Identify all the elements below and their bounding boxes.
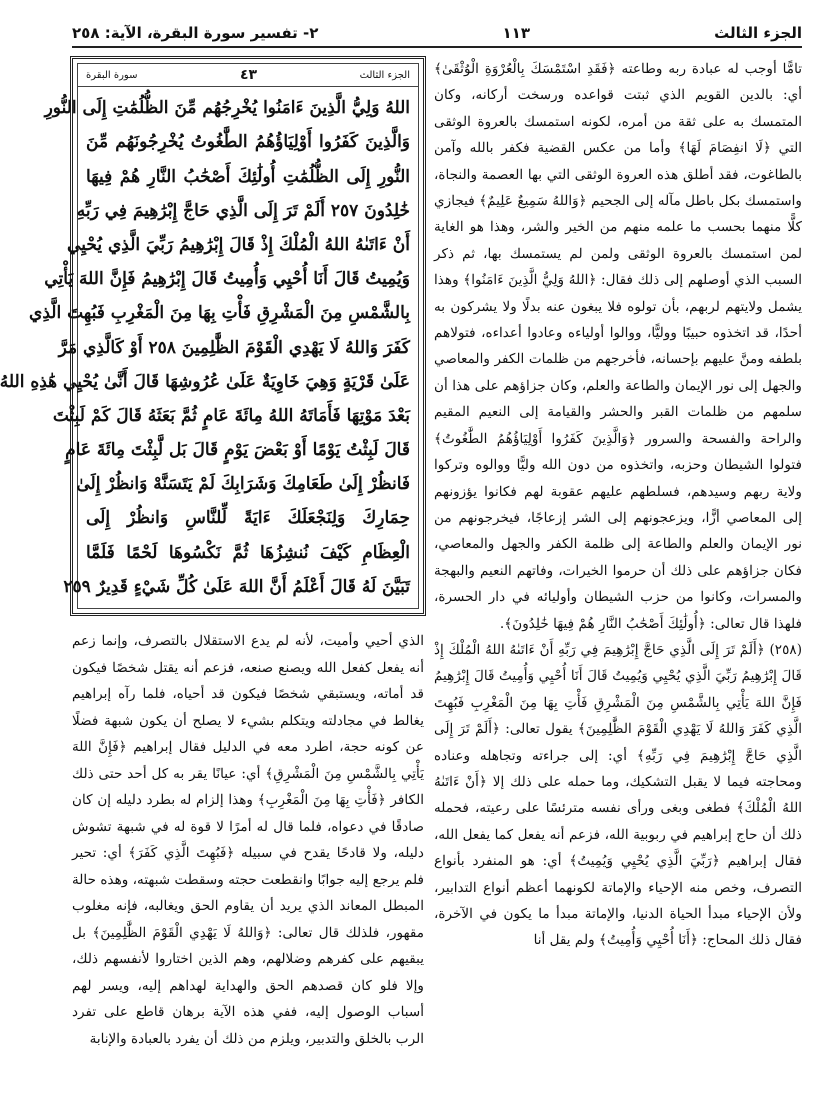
page-header [72,20,802,48]
quran-line: النُّورِ إِلَى الظُّلُمَٰتِ أُولَٰئِكَ أَصْحَٰبُ النَّارِ هُمْ فِيهَا [86,166,410,187]
mushaf-juz-label: الجزء الثالث [359,69,410,81]
quran-line: اللهُ وَلِيُّ الَّذِينَ ءَامَنُوا يُخْرِجُهُم مِّنَ الظُّلُمَٰتِ إِلَى النُّورِ [44,98,410,119]
juz-title: الجزء الثالث [714,24,802,42]
mushaf-page-number: ٤٣ [239,67,258,84]
tafsir-paragraph: (٢٥٨) ﴿أَلَمْ تَرَ إِلَى الَّذِي حَاجَّ إِبْرَٰهِيمَ فِي رَبِّهِ أَنْ ءَاتَىٰهُ اللهُ الْمُلْكَ إِذْ قَالَ إِبْرَٰهِيمُ رَبِّيَ الَّذِي يُحْيِي وَيُمِيتُ قَالَ أَنَا أُحْيِي وَأُمِيتُ قَالَ إِبْرَٰهِيمُ فَإِنَّ اللهَ يَأْتِي بِالشَّمْسِ مِنَ الْمَشْرِقِ فَأْتِ بِهَا مِنَ الْمَغْرِبِ فَبُهِتَ الَّذِي كَفَرَ وَاللهُ لَا يَهْدِي الْقَوْمَ الظَّٰلِمِينَ﴾ يقول تعالى: ﴿أَلَمْ تَرَ إِلَى الَّذِي حَاجَّ إِبْرَٰهِيمَ فِي رَبِّهِ﴾ أي: إلى جراءته وتجاهله وعناده ومحاجته فيما لا يقبل التشكيك، وما حمله على ذلك إلا ﴿أَنْ ءَاتَىٰهُ اللهُ الْمُلْكَ﴾ فطغى وبغى ورأى نفسه مترئسًا على رعيته، فحمله ذلك أن حاج إبراهيم في ربوبية الله، فزعم أنه يفعل كما يفعل الله، فقال إبراهيم ﴿رَبِّيَ الَّذِي يُحْيِي وَيُمِيتُ﴾ أي: هو المنفرد بأنواع التصرف، وخص منه الإحياء والإماتة لكونهما أعظم أنواع التدابير، ولأن الإحياء مبدأ الحياة الدنيا، والإماتة مبدأ ما يكون في الآخرة، فقال ذلك المحاج: ﴿أَنَا أُحْيِي وَأُمِيتُ﴾ ولم يقل أنا [434,641,802,949]
tafsir-paragraph: تامًّا أوجب له عبادة ربه وطاعته ﴿فَقَدِ اسْتَمْسَكَ بِالْعُرْوَةِ الْوُثْقَىٰ﴾ أي: بالدين القويم الذي ثبتت قواعده ورسخت أركانه، وكان المتمسك به على ثقة من أمره، لكونه استمسك بالعروة الوثقى التي ﴿لَا انفِصَامَ لَهَا﴾ وأما من عكس القضية فكفر بالله وآمن بالطاغوت، فقد أطلق هذه العروة الوثقى التي بها العصمة والنجاة، واستمسك بكل باطل مآله إلى الجحيم ﴿وَاللهُ سَمِيعٌ عَلِيمٌ﴾ فيجازي كلًّا منهما بحسب ما علمه منهم من الخير والشر، وهذا هو الغاية لمن استمسك بالعروة الوثقى ولمن لم يستمسك بها، ثم ذكر السبب الذي أوصلهم إلى ذلك فقال: ﴿اللهُ وَلِيُّ الَّذِينَ ءَامَنُوا﴾ وهذا يشمل ولايتهم لربهم، بأن تولوه فلا يبغون عنه بدلًا ولا يشركون به أحدًا، قد اتخذوه حبيبًا ووليًّا، ووالوا أولياءه وعادوا أعداءه، فتولاهم بلطفه ومنَّ عليهم بإحسانه، فأخرجهم من ظلمات الكفر والمعاصي والجهل إلى نور الإيمان والطاعة والعلم، وكان جزاؤهم على هذا أن سلمهم من ظلمات القبر والحشر والقيامة إلى النعيم المقيم والراحة والفسحة والسرور ﴿وَالَّذِينَ كَفَرُوا أَوْلِيَاؤُهُمُ الطَّٰغُوتُ﴾ فتولوا الشيطان وحزبه، واتخذوه من دون الله وليًّا ووالوه وتركوا ولاية ربهم وسيدهم، فسلطهم عليهم عقوبة لهم فكانوا يؤزونهم إلى المعاصي أزًّا، ويزعجونهم إلى الشر إزعاجًا، فيخرجونهم من نور الإيمان والعلم والطاعة إلى ظلمة الكفر والجهل والمعاصي، فكان جزاؤهم على ذلك أن حرموا الخيرات، وفاتهم النعيم والبهجة والمسرات، وكانوا من حزب الشيطان وأوليائه في دار الحسرة، فلهذا قال تعالى: ﴿أُولَٰئِكَ أَصْحَٰبُ النَّارِ هُمْ فِيهَا خَٰلِدُونَ﴾. [434,61,802,632]
mushaf-inner-frame [0,63,419,609]
quran-line: وَيُمِيتُ قَالَ أَنَا أُحْيِي وَأُمِيتُ قَالَ إِبْرَٰهِيمُ فَإِنَّ اللهَ يَأْتِي [44,269,410,290]
quran-line: بِالشَّمْسِ مِنَ الْمَشْرِقِ فَأْتِ بِهَا مِنَ الْمَغْرِبِ فَبُهِتَ الَّذِي [29,303,410,324]
quran-line: فَانظُرْ إِلَىٰ طَعَامِكَ وَشَرَابِكَ لَمْ يَتَسَنَّهْ وَانظُرْ إِلَىٰ [76,474,410,495]
quran-line: الْعِظَامِ كَيْفَ نُنشِزُهَا ثُمَّ نَكْسُوهَا لَحْمًا فَلَمَّا [86,542,410,563]
mushaf-page-frame [0,56,426,616]
quran-line: وَالَّذِينَ كَفَرُوا أَوْلِيَاؤُهُمُ الطَّٰغُوتُ يُخْرِجُونَهُم مِّنَ [86,132,410,153]
tafsir-paragraph: الذي أحيي وأميت، لأنه لم يدع الاستقلال بالتصرف، وإنما زعم أنه يفعل كفعل الله ويصنع صنعه، فزعم أنه يقتل شخصًا فيكون قد أماته، ويستبقي شخصًا فيكون قد أحياه، فلما رآه إبراهيم يغالط في مجادلته ويتكلم بشيء لا يصلح أن يكون شبهة فضلًا عن كونه حجة، اطرد معه في الدليل فقال إبراهيم ﴿فَإِنَّ اللهَ يَأْتِي بِالشَّمْسِ مِنَ الْمَشْرِقِ﴾ أي: عيانًا يقر به كل أحد حتى ذلك الكافر ﴿فَأْتِ بِهَا مِنَ الْمَغْرِبِ﴾ وهذا إلزام له بطرد دليله إن كان صادقًا في دعواه، فلما قال له أمرًا لا قوة له في شبهة تشوش دليله، ولا قادحًا يقدح في سبيله ﴿فَبُهِتَ الَّذِي كَفَرَ﴾ أي: تحير فلم يرجع إليه جوابًا وانقطعت حجته وسقطت شبهته، وهذه حالة المبطل المعاند الذي يريد أن يقاوم الحق ويغالبه، فإنه مغلوب مقهور، فلذلك قال تعالى: ﴿وَاللهُ لَا يَهْدِي الْقَوْمَ الظَّٰلِمِينَ﴾ بل يبقيهم على كفرهم وضلالهم، وهم الذين اختاروا لأنفسهم ذلك، وإلا فلو كان قصدهم الحق والهداية لهداهم إليه، ويسر لهم أسباب الوصول إليه، ففي هذه الآية برهان قاطع على تفرد الرب بالخلق والتدبير، ويلزم من ذلك أن يفرد بالعبادة والإنابة [72,633,424,1047]
quran-line: خَٰلِدُونَ ٢٥٧ أَلَمْ تَرَ إِلَى الَّذِي حَاجَّ إِبْرَٰهِيمَ فِي رَبِّهِ [76,200,410,221]
quran-line: عَلَىٰ قَرْيَةٍ وَهِيَ خَاوِيَةٌ عَلَىٰ عُرُوشِهَا قَالَ أَنَّىٰ يُحْيِي هَٰذِهِ اللهُ [0,371,410,392]
quran-line: قَالَ لَبِثْتُ يَوْمًا أَوْ بَعْضَ يَوْمٍ قَالَ بَل لَّبِثْتَ مِائَةَ عَامٍ [65,440,410,461]
tafsir-column-left [72,628,424,1096]
tafsir-column-right [434,56,802,1096]
quran-line: أَنْ ءَاتَىٰهُ اللهُ الْمُلْكَ إِذْ قَالَ إِبْرَٰهِيمُ رَبِّيَ الَّذِي يُحْيِي [67,234,410,255]
quran-line: حِمَارِكَ وَلِنَجْعَلَكَ ءَايَةً لِّلنَّاسِ وَانظُرْ إِلَى [86,508,410,529]
quran-line: تَبَيَّنَ لَهُ قَالَ أَعْلَمُ أَنَّ اللهَ عَلَىٰ كُلِّ شَيْءٍ قَدِيرٌ ٢٥٩ [63,576,410,597]
quran-line: بَعْدَ مَوْتِهَا فَأَمَاتَهُ اللهُ مِائَةَ عَامٍ ثُمَّ بَعَثَهُ قَالَ كَمْ لَبِثْتَ [52,405,410,426]
page-number: ١١٣ [502,24,530,42]
mushaf-text [0,87,418,608]
mushaf-header [78,64,418,87]
mushaf-surah-label: سورة البقرة [86,69,138,81]
quran-line: كَفَرَ وَاللهُ لَا يَهْدِي الْقَوْمَ الظَّٰلِمِينَ ٢٥٨ أَوْ كَالَّذِي مَرَّ [58,337,410,358]
surah-verse-title: ٢- تفسير سورة البقرة، الآية: ٢٥٨ [72,24,319,42]
